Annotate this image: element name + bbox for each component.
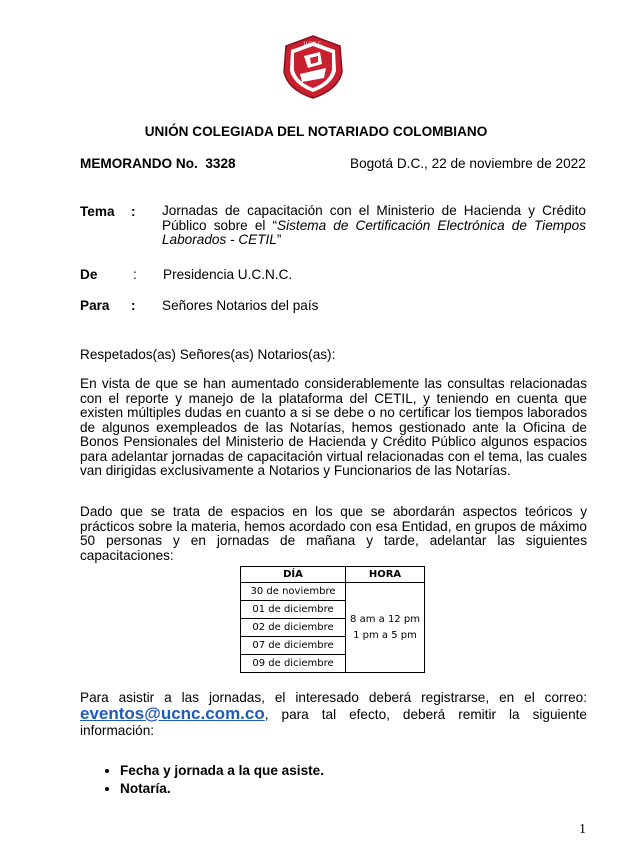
tema-system-name: Sistema de Certificación Electrónica de Tiempos Laborados - CETIL	[162, 217, 586, 247]
memo-number-line	[80, 156, 236, 171]
email-link[interactable]: eventos@ucnc.com.co	[80, 704, 265, 723]
memo-date: Bogotá D.C., 22 de noviembre de 2022	[350, 156, 586, 171]
tema-value: Jornadas de capacitación con el Ministerio de Hacienda y Crédito Público sobre el “Sistema de Certificación Electrónica de Tiempos Laborados - CETIL”	[162, 203, 586, 247]
day-cell: 30 de noviembre	[241, 583, 346, 601]
paragraph-2: Dado que se trata de espacios en los que se abordarán aspectos teóricos y prácticos sobre la materia, hemos acordado con esa Entidad, en grupos de máximo 50 personas y en jornadas de mañana y tarde, adelantar las siguientes capacitaciones:	[80, 504, 587, 563]
day-cell: 01 de diciembre	[241, 601, 346, 619]
tema-colon: :	[131, 204, 136, 219]
memo-number: 3328	[205, 156, 236, 171]
tema-label: Tema	[80, 204, 115, 219]
table-row	[241, 583, 425, 601]
hours-cell	[346, 583, 425, 673]
day-cell: 07 de diciembre	[241, 637, 346, 655]
afternoon-hours: 1 pm a 5 pm	[353, 629, 417, 641]
day-cell: 09 de diciembre	[241, 655, 346, 673]
svg-text:U.C.N.C.: U.C.N.C.	[303, 42, 323, 47]
requirements-list	[98, 762, 324, 798]
day-cell: 02 de diciembre	[241, 619, 346, 637]
salutation: Respetados(as) Señores(as) Notarios(as):	[80, 347, 336, 362]
ucnc-logo	[280, 34, 346, 100]
table-header-row	[241, 567, 425, 583]
paragraph-1: En vista de que se han aumentado considerablemente las consultas relacionadas con el reporte y manejo de la plataforma del CETIL, y teniendo en cuenta que existen múltiples dudas en cuanto a si se debe o no certificar los tiempos laborados de algunos exempleados de las Notarías, hemos gestionado ante la Oficina de Bonos Pensionales del Ministerio de Hacienda y Crédito Público algunos espacios para adelantar jornadas de capacitación virtual relacionadas con el tema, las cuales van dirigidas exclusivamente a Notarios y Funcionarios de las Notarías.	[80, 376, 587, 478]
organization-title: UNIÓN COLEGIADA DEL NOTARIADO COLOMBIANO	[144, 124, 488, 139]
page-number: 1	[579, 822, 586, 837]
paragraph-3: Para asistir a las jornadas, el interesado deberá registrarse, en el correo: eventos@ucnc.com.co, para tal efecto, deberá remitir la siguiente información:	[80, 690, 587, 738]
de-value: Presidencia U.C.N.C.	[163, 267, 293, 282]
para-label: Para	[80, 298, 110, 313]
memo-label: MEMORANDO No.	[80, 156, 198, 171]
morning-hours: 8 am a 12 pm	[350, 613, 420, 625]
de-label: De	[80, 267, 98, 282]
para-value: Señores Notarios del país	[162, 298, 319, 313]
schedule-table	[240, 566, 425, 673]
list-item: • Notaría.	[120, 780, 324, 798]
de-colon: :	[133, 267, 137, 282]
header-day: DÍA	[241, 567, 346, 583]
para-colon: :	[131, 298, 136, 313]
header-time: HORA	[346, 567, 425, 583]
list-item: • Fecha y jornada a la que asiste.	[120, 762, 324, 780]
